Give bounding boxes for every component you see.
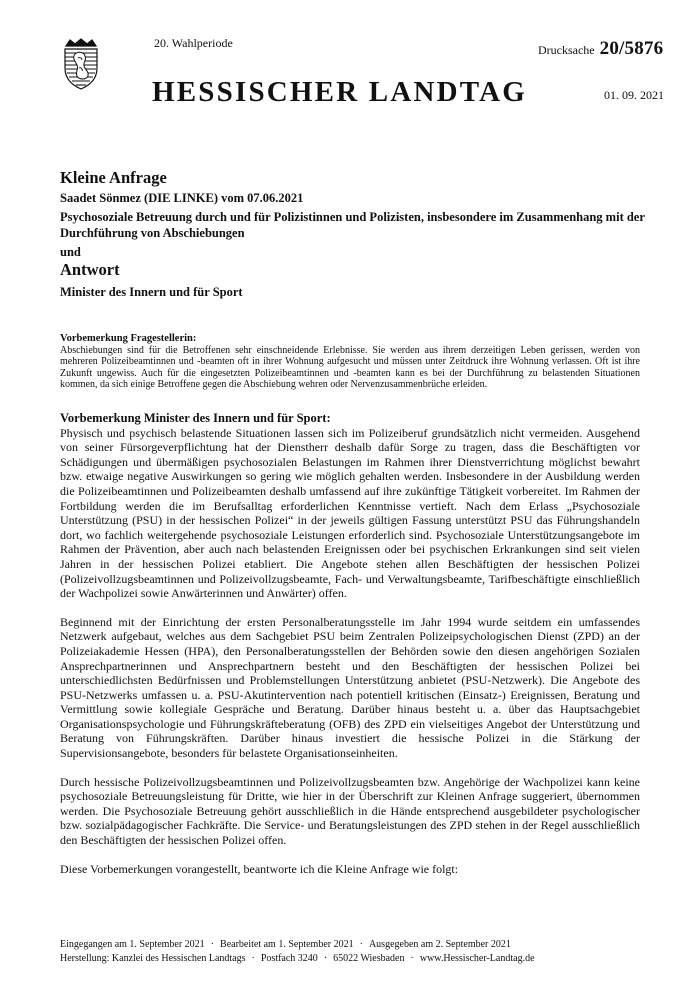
- paragraph-3: Durch hessische Polizeivollzugsbeamtinnen und Polizeivollzugsbeamten bzw. Angehörige der Wachpolizei kann keine psychosoziale Betreuungsleistung für Dritte, wie hier in der Überschrift zur Kleinen Anfrage suggeriert, übernommen werden. Die Psychosoziale Betreuung gehört ausschließlich in die Hände entsprechend ausgebildeter psychologischer bzw. sozialpädagogischer Fachkräfte. Die Service- und Beratungsleistungen des ZPD stehen in der Regel ausschließlich den Beschäftigten der hessischen Polizei offen.: [60, 774, 640, 848]
- footer-issued: Ausgegeben am 2. September 2021: [368, 939, 511, 950]
- footer-website-link[interactable]: www.Hessischer-Landtag.de: [419, 953, 535, 964]
- footer-line-2: [60, 952, 660, 966]
- preliminary-remark-questioner-heading: Vorbemerkung Fragestellerin:: [60, 333, 197, 344]
- footer-separator: ·: [210, 939, 215, 950]
- footer-separator: ·: [251, 953, 255, 964]
- footer-separator: ·: [323, 953, 328, 964]
- inquiry-type: Kleine Anfrage: [60, 168, 167, 187]
- footer-separator: ·: [410, 953, 414, 964]
- inquiry-header: [60, 168, 650, 300]
- footer-city: 65022 Wiesbaden: [333, 953, 405, 964]
- inquiry-subject: Psychosoziale Betreuung durch und für Polizistinnen und Polizisten, insbesondere im Zusammenhang mit der Durchführung von Abschiebungen: [60, 210, 645, 240]
- answering-minister: Minister des Innern und für Sport: [60, 285, 243, 299]
- drucksache-number: 20/5876: [599, 38, 664, 59]
- footer-po-box: Postfach 3240: [260, 953, 318, 964]
- footer-processed: Bearbeitet am 1. September 2021: [220, 939, 354, 950]
- footer-received: Eingegangen am 1. September 2021: [60, 939, 205, 950]
- footer-line-1: [60, 938, 660, 952]
- preliminary-remark-questioner-text: Abschiebungen sind für die Betroffenen sehr einschneidende Erlebnisse. Sie werden aus ihrem derzeitigen Leben gerissen, werden von mehreren Polizeibeamtinnen und -beamten oft in ihrer Wohnung aufgesucht und müssen unter Zeitdruck ihre Wohnung verlassen. Oft ist ihre Zukunft ungewiss. Auch für die eingesetzten Polizeibeamtinnen und -beamten kann es bei der Durchführung zu belastenden Situationen kommen, da sich einige Betroffene gegen die Abschiebung wehren oder Nervenzusammenbrüche erleiden.: [60, 345, 640, 390]
- hessen-coat-of-arms-logo: [60, 38, 102, 90]
- footer: [60, 938, 660, 966]
- preliminary-remark-minister-heading: Vorbemerkung Minister des Innern und für Sport:: [60, 411, 331, 425]
- preliminary-remark-minister: [60, 411, 640, 890]
- drucksache: [538, 38, 663, 60]
- legislative-period: 20. Wahlperiode: [154, 36, 233, 50]
- conjunction-und: und: [60, 245, 81, 259]
- preliminary-remark-questioner: [60, 333, 640, 390]
- parliament-title: HESSISCHER LANDTAG: [152, 76, 528, 108]
- paragraph-1: Physisch und psychisch belastende Situationen lassen sich im Polizeiberuf grundsätzlich nicht vermeiden. Ausgehend von seiner Fürsorgeverpflichtung hat der Dienstherr deshalb dafür Sorge zu tragen, dass die Beschäftigten vor Schädigungen und übermäßigen psychosozialen Belastungen im Rahmen ihrer Dienstverrichtung möglichst bewahrt bzw. etwaige negative Auswirkungen so gering wie möglich gehalten werden. Insbesondere in der Ausbildung werden die Polizeibeamtinnen und Polizeibeamten deshalb umfassend auf ihre zukünftige Tätigkeit vorbereitet. Im Rahmen der Fortbildung werden die im Berufsalltag erforderlichen Kenntnisse vertieft. Nach dem Erlass „Psychosoziale Unterstützung (PSU) in der hessischen Polizei“ in der jeweils gültigen Fassung unterstützt PSU das Führungshandeln dort, wo fachlich weitergehende psychosoziale Leistungen erforderlich sind. Psychosoziale Unterstützungsangebote im Rahmen der Prävention, aber auch nach belastenden Ereignissen oder bei psychischen Erkrankungen sind seit vielen Jahren in der hessischen Polizei etabliert. Die Angebote stehen allen Beschäftigten der hessischen Polizei (Polizeivollzugsbeamtinnen und Polizeivollzugsbeamte, Fach- und Verwaltungsbeamte, Tarifbeschäftigte einschließlich der Wachpolizei sowie Anwärterinnen und Anwärter) offen.: [60, 425, 640, 601]
- inquiry-author: Saadet Sönmez (DIE LINKE) vom 07.06.2021: [60, 191, 304, 205]
- answer-label: Antwort: [60, 260, 120, 279]
- footer-production: Herstellung: Kanzlei des Hessischen Landtags: [60, 953, 246, 964]
- drucksache-label: Drucksache: [538, 43, 595, 57]
- footer-separator: ·: [359, 939, 363, 950]
- document-date: 01. 09. 2021: [604, 88, 664, 102]
- paragraph-2: Beginnend mit der Einrichtung der ersten Personalberatungsstelle im Jahr 1994 wurde seitdem ein umfassendes Netzwerk aufgebaut, welches aus dem Sachgebiet PSU beim Zentralen Polizeipsychologischen Dienst (ZPD) an der Polizeiakademie Hessen (HPA), den Personalberatungsstellen der Behörden sowie den diesen angehörigen Sozialen Ansprechpartnerinnen und Ansprechpartnern besteht und den Beschäftigten der hessischen Polizei bei unterschiedlichsten Bedürfnissen und Problemstellungen Unterstützung anbietet (PSU-Netzwerk). Die Angebote des PSU-Netzwerks umfassen u. a. PSU-Akutintervention nach potentiell kritischen (Einsatz-) Ereignissen, Beratung und Vermittlung sowie kollegiale Gespräche und Beratung. Darüber hinaus besteht u. a. über das Hauptsachgebiet Organisationspsychologie und Führungskräfteberatung (OFB) des ZPD ein vielseitiges Angebot der Unterstützung und Beratung von Führungskräften. Darüber hinaus investiert die hessische Polizei in die Stärkung der Supervisionsangebote, besonders für belastete Organisationseinheiten.: [60, 614, 640, 761]
- paragraph-4: Diese Vorbemerkungen vorangestellt, beantworte ich die Kleine Anfrage wie folgt:: [60, 861, 459, 876]
